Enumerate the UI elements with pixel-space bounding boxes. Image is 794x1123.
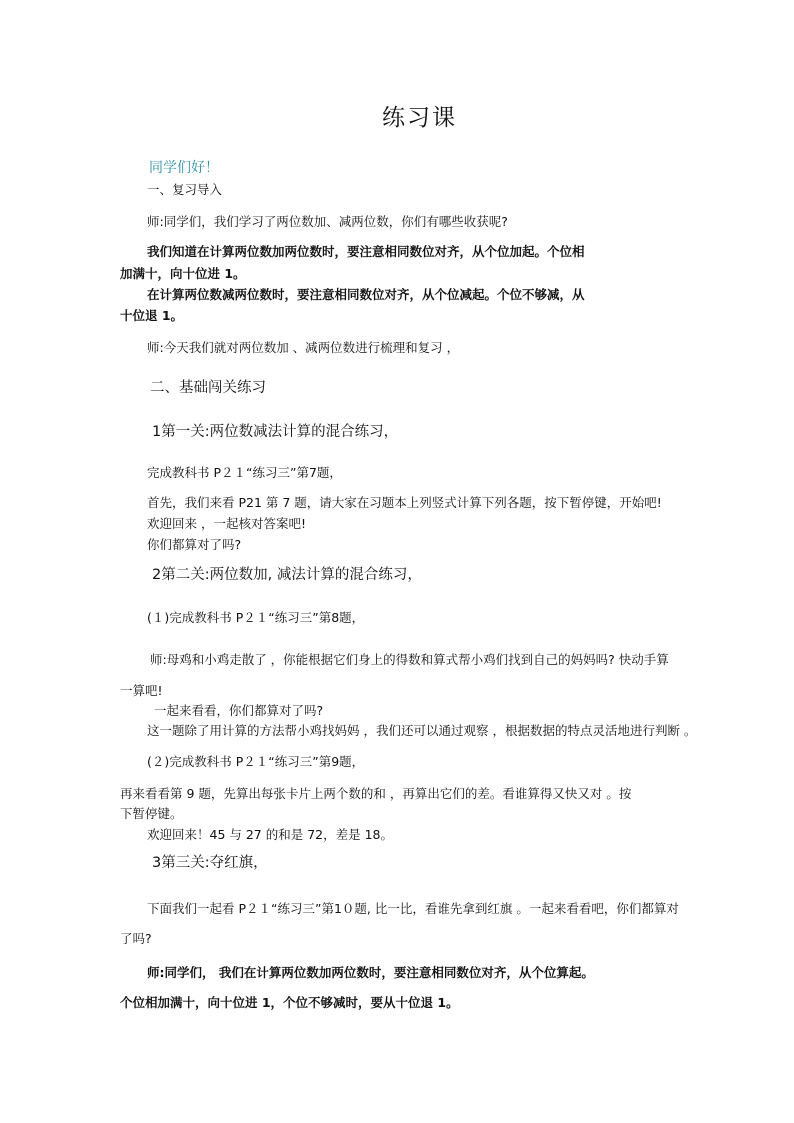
section-heading-practice: 二、基础闯关练习 bbox=[150, 380, 266, 396]
paragraph: 在计算两位数减两位数时，要注意相同数位对齐，从个位减起。个位不够减，从 bbox=[147, 287, 585, 302]
paragraph: 一算吧! bbox=[120, 683, 163, 698]
level-heading: 1第一关:两位数减法计算的混合练习， bbox=[152, 424, 399, 440]
task-line: (１)完成教科书 P２１“练习三”第8题， bbox=[147, 610, 365, 625]
paragraph: 师:今天我们就对两位数加 、减两位数进行梳理和复习 ， bbox=[147, 340, 460, 355]
paragraph: 你们都算对了吗? bbox=[147, 537, 242, 552]
paragraph: 师:同学们，我们学习了两位数加、减两位数，你们有哪些收获呢? bbox=[147, 214, 508, 229]
paragraph: 欢迎回来！45 与 27 的和是 72，差是 18。 bbox=[147, 827, 393, 842]
paragraph: 首先，我们来看 P21 第 7 题，请大家在习题本上列竖式计算下列各题，按下暂停键，开始吧! bbox=[147, 495, 662, 510]
paragraph: 欢迎回来 ，一起核对答案吧! bbox=[147, 516, 306, 531]
paragraph: 这一题除了用计算的方法帮小鸡找妈妈 ，我们还可以通过观察 ，根据数据的特点灵活地进行判断 。 bbox=[147, 723, 697, 738]
greeting: 同学们好！ bbox=[149, 160, 219, 176]
paragraph: 下面我们一起看 P２１“练习三”第1０题, 比一比，看谁先拿到红旗 。一起来看看吧，你们都算对 bbox=[147, 901, 679, 916]
section-heading-review: 一、复习导入 bbox=[147, 182, 223, 197]
paragraph: 个位相加满十，向十位进 1，个位不够减时，要从十位退 1。 bbox=[120, 995, 459, 1010]
paragraph: 十位退 1。 bbox=[120, 308, 184, 323]
paragraph: 加满十，向十位进 1。 bbox=[120, 266, 246, 281]
level-heading: 3第三关:夺红旗， bbox=[152, 855, 268, 871]
paragraph: 了吗? bbox=[120, 931, 152, 946]
paragraph: 下暂停键。 bbox=[120, 806, 183, 821]
paragraph: 师:同学们， 我们在计算两位数加两位数时，要注意相同数位对齐，从个位算起。 bbox=[147, 965, 594, 980]
task-line: 完成教科书 P２１“练习三”第7题， bbox=[147, 465, 342, 480]
level-heading: 2第二关:两位数加, 减法计算的混合练习， bbox=[152, 567, 422, 583]
task-line: (２)完成教科书 P２１“练习三”第9题， bbox=[147, 754, 365, 769]
page-title: 练习课 bbox=[382, 105, 457, 131]
paragraph: 再来看看第 9 题，先算出每张卡片上两个数的和 ，再算出它们的差。看谁算得又快又对 。按 bbox=[120, 786, 632, 801]
paragraph: 师:母鸡和小鸡走散了 ，你能根据它们身上的得数和算式帮小鸡们找到自己的妈妈吗? 快动手算 bbox=[150, 652, 669, 667]
paragraph: 一起来看看，你们都算对了吗? bbox=[154, 703, 324, 718]
paragraph: 我们知道在计算两位数加两位数时，要注意相同数位对齐，从个位加起。个位相 bbox=[147, 244, 585, 259]
